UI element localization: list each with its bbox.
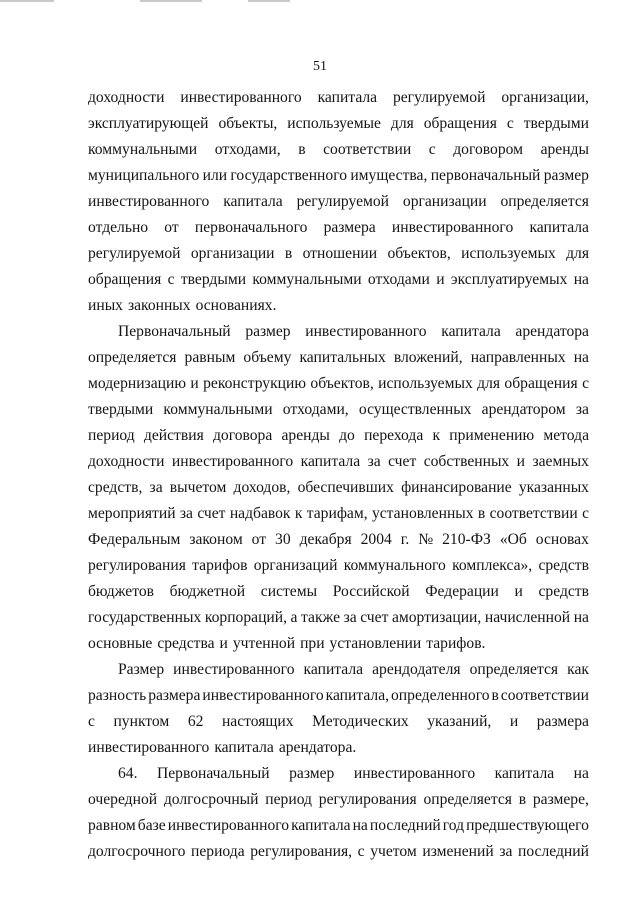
text-line-18 [88, 530, 589, 550]
word: соответствии [323, 141, 412, 158]
word: для [390, 115, 414, 132]
word: учтенной [232, 635, 296, 652]
text-line-22 [88, 634, 589, 654]
text-line-6 [88, 218, 589, 238]
word: Методических [312, 713, 409, 730]
word: основные [88, 635, 153, 652]
word: капитала [303, 661, 364, 678]
word: инвестированного [391, 219, 514, 236]
word: период [88, 427, 135, 444]
word: базе [137, 817, 166, 834]
word: а [290, 609, 298, 626]
word: корпораций, [204, 609, 287, 626]
word: «Об [499, 531, 527, 548]
word: и [190, 375, 199, 392]
word: изменений [422, 843, 494, 860]
word: в [491, 687, 499, 704]
word: в [477, 505, 486, 522]
text-line-16 [88, 478, 589, 498]
word: капитала [529, 219, 589, 236]
word: капитала, [325, 687, 390, 704]
word: определяется [423, 791, 512, 808]
word: от [251, 531, 267, 548]
text-line-21 [88, 608, 589, 628]
word: собственных [423, 453, 510, 470]
word: Российской [332, 583, 410, 600]
word: организации [190, 245, 275, 262]
word: 210-ФЗ [442, 531, 491, 548]
word: тарифам, [306, 505, 368, 522]
word: капитала [214, 739, 274, 756]
word: надбавок [229, 505, 291, 522]
word: размер [289, 765, 335, 782]
word: период [265, 791, 312, 808]
word: и [514, 583, 523, 600]
word: для [566, 245, 589, 262]
word: на [573, 271, 589, 288]
word: на [573, 349, 589, 366]
page-number: 51 [313, 59, 327, 74]
word: вложений, [393, 349, 463, 366]
text-line-25 [88, 712, 589, 732]
word: амортизации, [391, 609, 482, 626]
word: и [516, 453, 526, 470]
word: аренды [281, 427, 330, 444]
word: средств, [88, 479, 143, 496]
word: отходами [367, 271, 430, 288]
word: договором [453, 141, 524, 158]
word: с [88, 713, 95, 730]
word: законных [127, 297, 191, 314]
word: обеспечивших [297, 479, 394, 496]
word: мероприятий [88, 505, 176, 522]
text-line-9 [88, 296, 589, 316]
word: предшествующего [466, 817, 589, 834]
word: отходами, [282, 401, 349, 418]
word: с [506, 115, 514, 132]
word: коммунальными [252, 271, 362, 288]
word: определяется [469, 661, 559, 678]
word: до [339, 427, 355, 444]
word: 64. [118, 765, 138, 782]
word: долгосрочный [163, 791, 259, 808]
word: декабря [299, 531, 352, 548]
word: разность [88, 687, 147, 704]
word: начисленной [484, 609, 571, 626]
word: объектов, [310, 375, 374, 392]
word: размере, [532, 791, 589, 808]
word: регулирования [88, 557, 186, 574]
word: настоящих [221, 713, 294, 730]
word: год [442, 817, 465, 834]
word: используемые [287, 115, 381, 132]
word: капитала [300, 453, 361, 470]
text-line-17 [88, 504, 589, 524]
word: инвестированного [353, 765, 476, 782]
text-line-10 [118, 322, 589, 342]
word: Федеральным [88, 531, 181, 548]
word: и [509, 713, 519, 730]
word: капитала [494, 765, 555, 782]
word: очередной [88, 791, 158, 808]
word: периода [191, 843, 245, 860]
text-line-2 [88, 114, 589, 134]
word: средств [538, 583, 589, 600]
word: с [582, 375, 589, 392]
text-line-29 [88, 816, 589, 836]
text-line-23 [118, 660, 589, 680]
word: обращения [423, 115, 497, 132]
word: арендатором [481, 401, 566, 418]
word: установленных [371, 505, 474, 522]
word: договора [212, 427, 273, 444]
word: размера [536, 713, 589, 730]
word: долгосрочного [88, 843, 186, 860]
word: бюджетов [88, 583, 154, 600]
word: инвестированного [202, 687, 324, 704]
word: аренды [540, 141, 589, 158]
word: инвестированного [167, 817, 290, 834]
text-line-19 [88, 556, 589, 576]
word: соответствии [489, 505, 578, 522]
word: с [167, 271, 175, 288]
word: и [219, 635, 228, 652]
word: бюджетной [169, 583, 246, 600]
text-line-3 [88, 140, 589, 160]
word: инвестированного [88, 193, 210, 210]
word: применению [449, 427, 535, 444]
text-line-7 [88, 244, 589, 264]
word: обращения [504, 375, 578, 392]
word: регулирования, [250, 843, 353, 860]
word: и [436, 271, 445, 288]
word: последний [369, 817, 441, 834]
word: эксплуатируемых [450, 271, 568, 288]
word: соответствии [500, 687, 589, 704]
word: также [301, 609, 341, 626]
word: инвестированного [180, 89, 302, 106]
word: заемных [532, 453, 589, 470]
text-line-13 [88, 400, 589, 420]
word: 30 [275, 531, 291, 548]
word: от [164, 219, 179, 236]
word: равным [184, 349, 236, 366]
word: к [432, 427, 441, 444]
word: доходности [88, 453, 165, 470]
word: инвестированного [88, 739, 210, 756]
word: за [499, 843, 513, 860]
word: твердыми [88, 401, 154, 418]
word: модернизацию [88, 375, 186, 392]
word: счет [388, 453, 417, 470]
text-line-14 [88, 426, 589, 446]
word: регулируемой [88, 245, 181, 262]
scan-edge-left [0, 0, 54, 2]
word: объему [243, 349, 292, 366]
word: регулируемой [392, 89, 486, 106]
word: за [179, 505, 193, 522]
word: финансирование [401, 479, 512, 496]
word: с [582, 505, 589, 522]
word: твердыми [523, 115, 589, 132]
word: муниципального [88, 167, 200, 184]
word: определяется [88, 349, 177, 366]
word: первоначальный [430, 167, 541, 184]
word: в [298, 141, 306, 158]
word: организации [402, 193, 487, 210]
word: счет [360, 609, 389, 626]
word: на [573, 609, 589, 626]
word: 2004 [360, 531, 392, 548]
word: за [575, 401, 589, 418]
word: размера [323, 219, 376, 236]
word: коммунальными [163, 401, 273, 418]
word: осуществленных [358, 401, 472, 418]
word: средств [538, 557, 589, 574]
word: № [418, 531, 434, 548]
word: арендатора. [278, 739, 357, 756]
word: установлении [329, 635, 422, 652]
word: учетом [370, 843, 417, 860]
word: Первоначальный [156, 765, 270, 782]
text-line-1 [88, 88, 589, 108]
word: средства [157, 635, 215, 652]
word: Федерации [425, 583, 499, 600]
word: законом [189, 531, 243, 548]
word: с [357, 843, 365, 860]
word: коммунального [343, 557, 446, 574]
word: размера [148, 687, 201, 704]
word: эксплуатирующей [88, 115, 209, 132]
word: за [367, 453, 381, 470]
word: обращения [88, 271, 162, 288]
word: действия [143, 427, 204, 444]
word: твердыми [180, 271, 247, 288]
word: имущества, [350, 167, 428, 184]
word: регулирования [318, 791, 417, 808]
word: государственных [88, 609, 202, 626]
word: с [428, 141, 436, 158]
word: капитала [441, 323, 501, 340]
word: пунктом [113, 713, 170, 730]
word: коммунальными [88, 141, 198, 158]
word: 62 [187, 713, 204, 730]
word: последний [518, 843, 589, 860]
text-line-12 [88, 374, 589, 394]
word: капитальных [299, 349, 386, 366]
word: регулируемой [296, 193, 390, 210]
word: при [300, 635, 325, 652]
word: счет [197, 505, 226, 522]
word: инвестированного [173, 661, 295, 678]
word: как [567, 661, 589, 678]
word: направленных [470, 349, 566, 366]
word: объектов, [387, 245, 451, 262]
word: отходами, [214, 141, 281, 158]
word: размер [245, 323, 291, 340]
word: системы [260, 583, 318, 600]
word: метода [543, 427, 589, 444]
word: перехода [364, 427, 424, 444]
text-line-5 [88, 192, 589, 212]
word: объекты, [218, 115, 278, 132]
word: за [343, 609, 357, 626]
scan-edge-right [248, 0, 290, 2]
word: организации, [501, 89, 589, 106]
word: размер [543, 167, 589, 184]
text-line-28 [88, 790, 589, 810]
word: за [149, 479, 163, 496]
word: равном [88, 817, 136, 834]
word: арендодателя [372, 661, 461, 678]
word: комплекса», [452, 557, 533, 574]
word: Первоначальный [118, 323, 231, 340]
word: иных [88, 297, 123, 314]
word: организаций [253, 557, 338, 574]
word: в [518, 791, 527, 808]
word: тарифов. [426, 635, 486, 652]
word: инвестированного [305, 323, 427, 340]
text-line-8 [88, 270, 589, 290]
word: вычетом [169, 479, 227, 496]
text-line-26 [88, 738, 589, 758]
word: на [352, 817, 368, 834]
word: Размер [118, 661, 165, 678]
text-line-15 [88, 452, 589, 472]
word: отдельно [88, 219, 149, 236]
word: отношении [302, 245, 378, 262]
word: первоначального [194, 219, 308, 236]
word: определяется [500, 193, 589, 210]
word: инвестированного [171, 453, 294, 470]
word: арендатора [515, 323, 589, 340]
word: на [573, 765, 589, 782]
word: или [202, 167, 228, 184]
text-line-11 [88, 348, 589, 368]
text-line-27 [118, 764, 589, 784]
word: к [294, 505, 303, 522]
word: используемых [378, 375, 473, 392]
text-line-24 [88, 686, 589, 706]
scan-edge-middle [140, 0, 202, 2]
word: указанных [518, 479, 589, 496]
word: указаний, [427, 713, 492, 730]
word: тарифов [192, 557, 248, 574]
word: доходности [88, 89, 165, 106]
word: доходов, [233, 479, 291, 496]
word: капитала [291, 817, 351, 834]
word: для [477, 375, 501, 392]
word: используемых [461, 245, 556, 262]
word: капитала [317, 89, 378, 106]
word: определенного [391, 687, 490, 704]
text-line-4 [88, 166, 589, 186]
word: основаниях. [195, 297, 277, 314]
word: г. [400, 531, 410, 548]
word: в [284, 245, 293, 262]
word: основах [535, 531, 589, 548]
word: государственного [230, 167, 348, 184]
text-line-20 [88, 582, 589, 602]
word: реконструкцию [203, 375, 306, 392]
word: капитала [223, 193, 283, 210]
text-line-30 [88, 842, 589, 862]
